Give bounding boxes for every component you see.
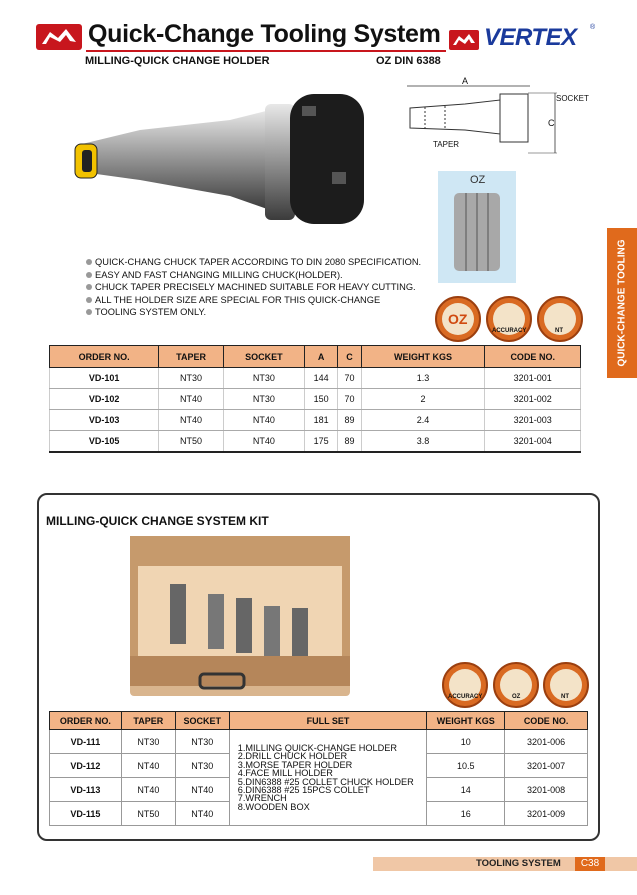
table-cell: 2.4 [361, 410, 485, 431]
col-weight: WEIGHT KGS [361, 346, 485, 368]
table-cell: NT30 [223, 368, 304, 389]
table-cell: 10 [427, 730, 505, 754]
page-number: C38 [575, 857, 605, 871]
brand-name: VERTEX [484, 24, 577, 51]
page-title: Quick-Change Tooling System [88, 20, 441, 48]
brand-logo-icon [36, 24, 82, 50]
oz-badge-icon: OZ [435, 296, 481, 342]
table-cell: 70 [338, 368, 361, 389]
full-set-item: 1.MILLING QUICK-CHANGE HOLDER [237, 742, 398, 753]
table-cell: 70 [338, 389, 361, 410]
table-cell: 14 [427, 778, 505, 802]
table-cell: VD-115 [50, 802, 122, 826]
full-set-item: 3.MORSE TAPER HOLDER [237, 759, 353, 770]
table-cell: NT40 [175, 802, 229, 826]
col-weight: WEIGHT KGS [427, 712, 505, 730]
col-code: CODE NO. [505, 712, 588, 730]
full-set-item: 4.FACE MILL HOLDER [237, 768, 333, 779]
full-set-item: 2.DRILL CHUCK HOLDER [237, 751, 348, 762]
nt-badge-icon: NT [543, 662, 589, 708]
full-set-item: 7.WRENCH [237, 793, 287, 804]
feature-item: ALL THE HOLDER SIZE ARE SPECIAL FOR THIS QUICK-CHANGE [86, 294, 431, 307]
dim-label-taper: TAPER [433, 140, 460, 149]
table-cell: VD-113 [50, 778, 122, 802]
table-cell: NT40 [159, 410, 224, 431]
table-cell: VD-103 [50, 410, 159, 431]
table-cell: VD-111 [50, 730, 122, 754]
table-cell: 1.3 [361, 368, 485, 389]
table-cell: NT40 [121, 754, 175, 778]
table-cell: 3201-008 [505, 778, 588, 802]
dim-label-c: C [548, 118, 555, 128]
table-cell: 150 [304, 389, 338, 410]
brand-flag-icon [449, 30, 479, 50]
table-cell: 2 [361, 389, 485, 410]
table-cell: 144 [304, 368, 338, 389]
table-cell: NT30 [175, 730, 229, 754]
table-row [50, 431, 581, 452]
table-cell: 3201-009 [505, 802, 588, 826]
nt-badge-icon: NT [537, 296, 583, 342]
full-set-item: 6.DIN6388 #25 15PCS COLLET [237, 784, 370, 795]
table-cell: 175 [304, 431, 338, 452]
table-cell: 3201-001 [485, 368, 581, 389]
col-taper: TAPER [121, 712, 175, 730]
table-cell: VD-112 [50, 754, 122, 778]
table-cell: NT40 [121, 778, 175, 802]
side-tab-label: QUICK-CHANGE TOOLING [616, 239, 628, 367]
col-c: C [338, 346, 361, 368]
col-socket: SOCKET [223, 346, 304, 368]
feature-item: EASY AND FAST CHANGING MILLING CHUCK(HOLDER). [86, 269, 431, 282]
footer-section: TOOLING SYSTEM [476, 858, 561, 869]
col-a: A [304, 346, 338, 368]
col-order-no: ORDER NO. [50, 346, 159, 368]
table-cell: NT40 [223, 431, 304, 452]
registered-mark: ® [590, 24, 596, 31]
table-cell: 16 [427, 802, 505, 826]
col-order-no: ORDER NO. [50, 712, 122, 730]
kit-spec-table [49, 711, 588, 826]
table-cell: NT30 [121, 730, 175, 754]
col-full-set: FULL SET [229, 712, 427, 730]
table-cell: NT50 [121, 802, 175, 826]
table-cell: 3201-007 [505, 754, 588, 778]
table-cell: NT40 [175, 778, 229, 802]
standard-label: OZ DIN 6388 [376, 55, 441, 67]
table-row [50, 368, 581, 389]
feature-item: QUICK-CHANG CHUCK TAPER ACCORDING TO DIN 2080 SPECIFICATION. [86, 256, 431, 269]
holder-product-image [70, 92, 370, 232]
table-cell: VD-102 [50, 389, 159, 410]
feature-list [86, 256, 431, 319]
holder-spec-table [49, 345, 581, 453]
table-row [50, 410, 581, 431]
table-cell: NT40 [159, 389, 224, 410]
oz-badge-icon: OZ [493, 662, 539, 708]
full-set-item: 5.DIN6388 #25 COLLET CHUCK HOLDER [237, 776, 414, 787]
accuracy-badge-icon: ACCURACY [486, 296, 532, 342]
feature-item: TOOLING SYSTEM ONLY. [86, 306, 431, 319]
full-set-item: 8.WOODEN BOX [237, 801, 310, 812]
table-cell: 3.8 [361, 431, 485, 452]
table-cell: 3201-003 [485, 410, 581, 431]
table-row [50, 730, 588, 754]
accuracy-badge-icon: ACCURACY [442, 662, 488, 708]
oz-collet-image [438, 171, 516, 283]
table-cell: 3201-004 [485, 431, 581, 452]
table-header-row [50, 712, 588, 730]
table-cell: 89 [338, 410, 361, 431]
table-cell: VD-101 [50, 368, 159, 389]
col-taper: TAPER [159, 346, 224, 368]
table-cell: 10.5 [427, 754, 505, 778]
table-cell: NT30 [159, 368, 224, 389]
col-socket: SOCKET [175, 712, 229, 730]
table-cell: 89 [338, 431, 361, 452]
table-cell: 3201-006 [505, 730, 588, 754]
table-header-row [50, 346, 581, 368]
dim-label-a: A [462, 76, 469, 86]
title-divider [86, 50, 446, 52]
full-set-list [229, 730, 427, 826]
subtitle: MILLING-QUICK CHANGE HOLDER [85, 55, 270, 67]
kit-case-image [130, 536, 350, 696]
table-cell: 181 [304, 410, 338, 431]
kit-title: MILLING-QUICK CHANGE SYSTEM KIT [46, 514, 269, 528]
table-cell: NT30 [223, 389, 304, 410]
col-code: CODE NO. [485, 346, 581, 368]
table-cell: 3201-002 [485, 389, 581, 410]
table-cell: NT50 [159, 431, 224, 452]
table-row [50, 389, 581, 410]
table-cell: NT30 [175, 754, 229, 778]
table-cell: VD-105 [50, 431, 159, 452]
collet-label: OZ [470, 174, 486, 186]
side-section-tab [607, 228, 637, 378]
feature-item: CHUCK TAPER PRECISELY MACHINED SUITABLE FOR HEAVY CUTTING. [86, 281, 431, 294]
table-cell: NT40 [223, 410, 304, 431]
dim-label-socket: SOCKET [556, 94, 589, 103]
